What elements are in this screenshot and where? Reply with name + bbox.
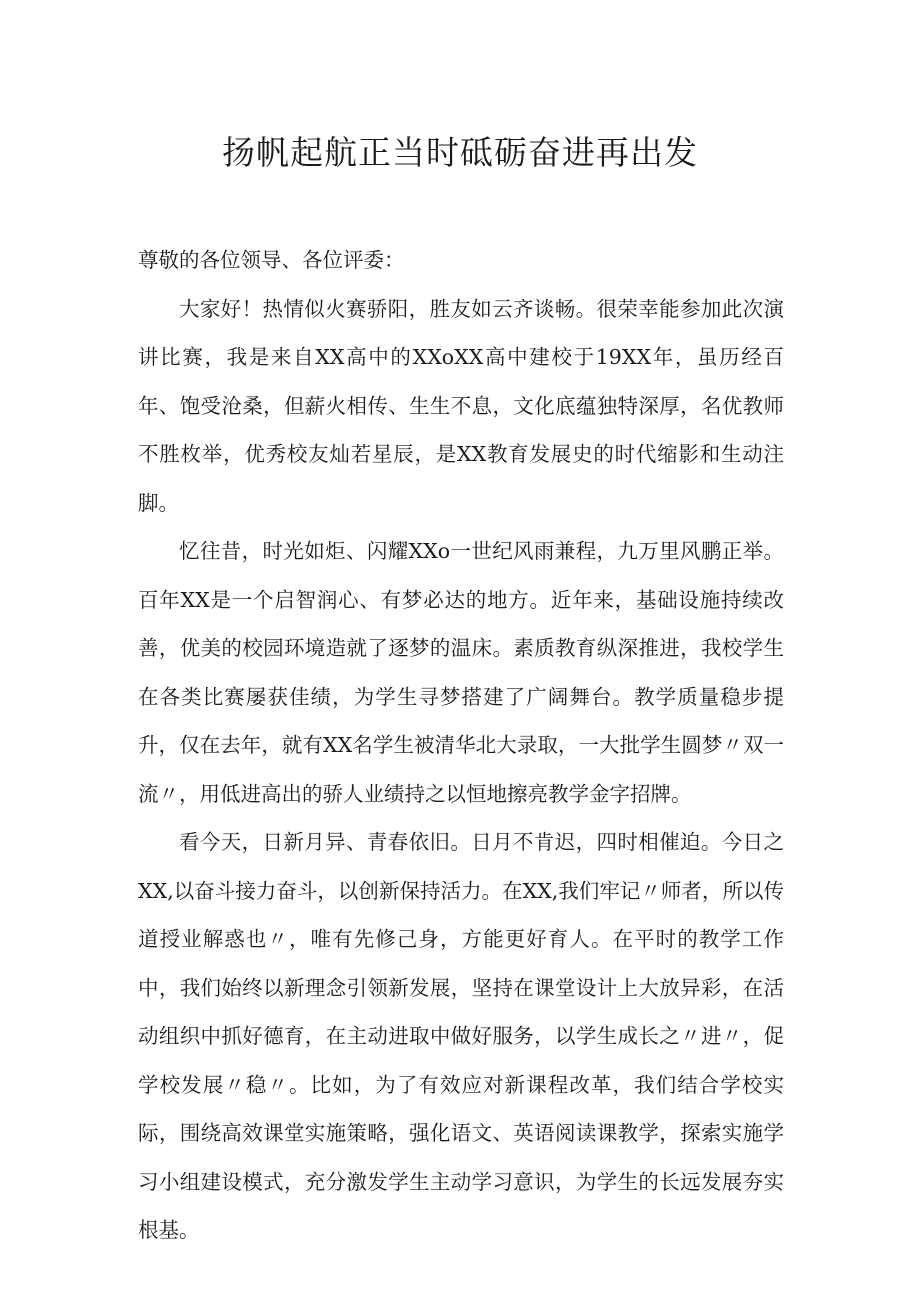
salutation: 尊敬的各位领导、各位评委： (138, 248, 405, 272)
paragraph: 忆往昔，时光如炬、闪耀XXo一世纪风雨兼程，九万里风鹏正举。百年XX是一个启智润心、有梦必达的地方。近年来，基础设施持续改善，优美的校园环境造就了逐梦的温床。素质教育纵深推进，我校学生在各类比赛屡获佳绩，为学生寻梦搭建了广阔舞台。教学质量稳步提升，仅在去年，就有XX名学生被清华北大录取，一大批学生圆梦〃双一流〃，用低进高出的骄人业绩持之以恒地擦亮教学金字招牌。 (138, 539, 784, 806)
paragraph: 大家好！热情似火赛骄阳，胜友如云齐谈畅。很荣幸能参加此次演讲比赛，我是来自XX高中的XXoXX高中建校于19XX年，虽历经百年、饱受沧桑，但薪火相传、生生不息，文化底蕴独特深厚，名优教师不胜枚举，优秀校友灿若星辰，是XX教育发展史的时代缩影和生动注脚。 (138, 296, 784, 515)
paragraph: 看今天，日新月异、青春依旧。日月不肯迟，四时相催迫。今日之XX,以奋斗接力奋斗，以创新保持活力。在XX,我们牢记〃师者，所以传道授业解惑也〃，唯有先修己身，方能更好育人。在平时的教学工作中，我们始终以新理念引领新发展，坚持在课堂设计上大放异彩，在活动组织中抓好德育，在主动进取中做好服务，以学生成长之〃进〃，促学校发展〃稳〃。比如，为了有效应对新课程改革，我们结合学校实际，围绕高效课堂实施策略，强化语文、英语阅读课教学，探索实施学习小组建设模式，充分激发学生主动学习意识，为学生的长远发展夯实根基。 (138, 830, 784, 1242)
document-title: 扬帆起航正当时砥砺奋进再出发 (222, 133, 698, 172)
document-body (138, 236, 784, 1255)
